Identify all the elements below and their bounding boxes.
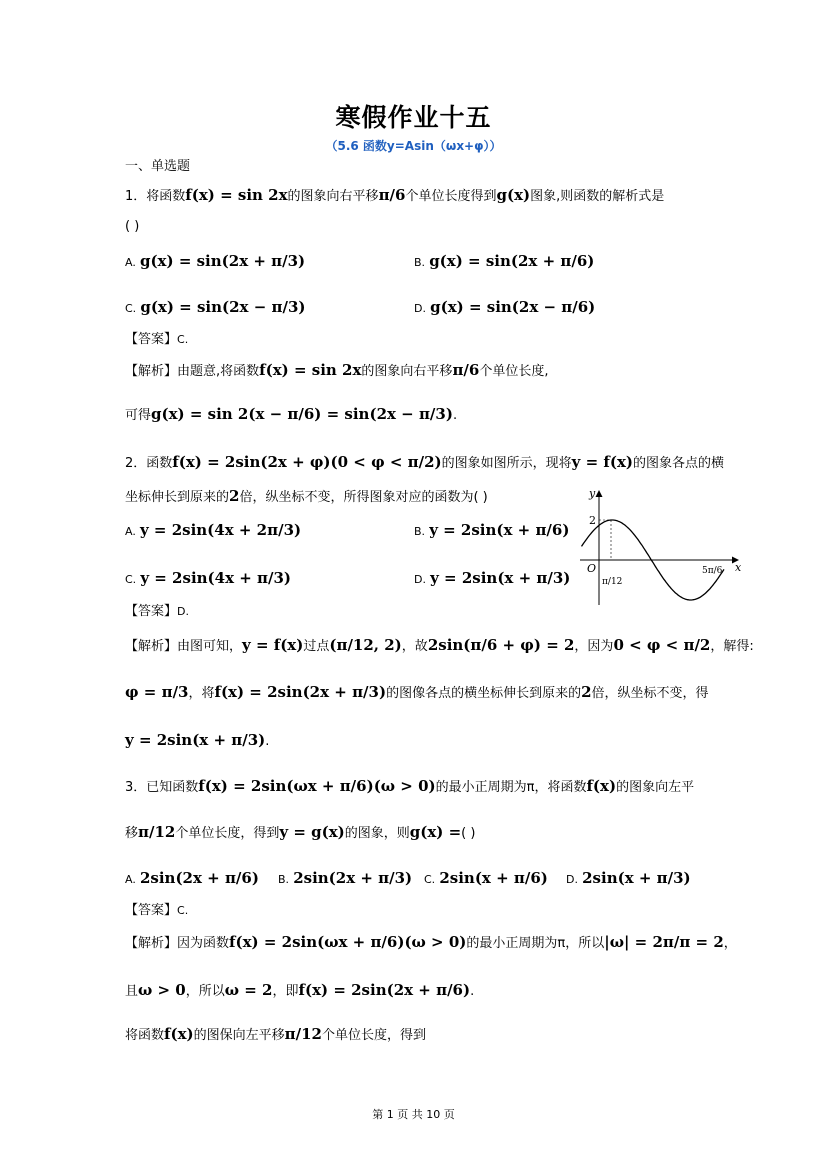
q1-option-c[interactable]: [125, 298, 306, 318]
stem-text: 2．函数: [125, 456, 173, 471]
option-expr: 2sin(2x + π/3): [293, 869, 413, 887]
q3-analysis-line1: [125, 933, 737, 953]
analysis-math: ω > 0: [138, 981, 186, 999]
answer-value: C.: [177, 333, 189, 346]
option-label: A.: [125, 873, 136, 886]
q2-function: f(x) = 2sin(2x + φ)(0 < φ < π/2): [172, 453, 442, 471]
analysis-label: 【解析】: [125, 364, 178, 379]
analysis-math: f(x) = sin 2x: [259, 361, 362, 379]
answer-value: D.: [177, 605, 189, 618]
q2-answer: [125, 603, 189, 621]
page-title: 寒假作业十五: [335, 103, 492, 132]
analysis-text: ，因为: [574, 639, 614, 654]
stem-text: ( ): [461, 826, 476, 841]
stem-text: 3．已知函数: [125, 780, 199, 795]
option-expr: g(x) = sin(2x + π/3): [139, 252, 306, 270]
stem-math: 2: [229, 487, 240, 505]
option-label: C.: [125, 302, 137, 315]
y-tick-label: 2: [589, 514, 596, 527]
stem-math: y = g(x): [279, 823, 345, 841]
analysis-text: .: [470, 984, 475, 999]
analysis-text: 因为函数: [177, 936, 230, 951]
stem-text: ，将函数: [534, 780, 587, 795]
analysis-text: 过点: [303, 639, 330, 654]
analysis-math: π/12: [284, 1025, 322, 1043]
analysis-math: f(x) = 2sin(2x + π/3): [214, 683, 387, 701]
option-label: B.: [414, 256, 426, 269]
q3-stem-line2: [125, 823, 475, 843]
q1-shift: π/6: [378, 186, 406, 204]
origin-label: O: [587, 562, 597, 575]
answer-value: C.: [177, 904, 189, 917]
analysis-math: y = f(x): [242, 636, 304, 654]
page-footer: 第 1 页 共 10 页: [372, 1108, 455, 1121]
x-tick-5pi-6: 5π/6: [702, 566, 723, 576]
option-expr: g(x) = sin(2x − π/3): [140, 298, 306, 316]
stem-text: 个单位长度，得到: [175, 826, 280, 841]
q1-stem: [125, 186, 664, 206]
answer-label: 【答案】: [125, 604, 178, 619]
option-label: A.: [125, 256, 136, 269]
q3-option-b[interactable]: [278, 869, 412, 889]
analysis-label: 【解析】: [125, 936, 178, 951]
q3-answer: [125, 902, 188, 920]
x-axis-label: x: [735, 561, 742, 574]
q3-option-c[interactable]: [424, 869, 548, 889]
q2-stem-line2: [125, 487, 488, 507]
q1-option-b[interactable]: [414, 252, 594, 272]
analysis-text: ，所以: [185, 984, 225, 999]
stem-math: π: [526, 780, 535, 795]
q2-option-b[interactable]: [414, 521, 569, 541]
analysis-label: 【解析】: [125, 639, 178, 654]
analysis-math: |ω| = 2π/π = 2: [604, 933, 724, 951]
q1-g: g(x): [496, 186, 531, 204]
option-label: D.: [414, 573, 426, 586]
q2-stem: [125, 453, 724, 473]
q1-analysis: [125, 361, 548, 381]
analysis-text: 的图象向右平移: [361, 364, 453, 379]
analysis-text: 将函数: [125, 1028, 165, 1043]
analysis-text: .: [265, 734, 270, 749]
option-label: B.: [414, 525, 426, 538]
q3-option-d[interactable]: [566, 869, 691, 889]
analysis-text: 的图保向左平移: [193, 1028, 285, 1043]
analysis-math: y = 2sin(x + π/3): [125, 731, 266, 749]
option-expr: y = 2sin(x + π/3): [430, 569, 571, 587]
analysis-text: ，将: [188, 686, 215, 701]
answer-label: 【答案】: [125, 332, 178, 347]
analysis-math: ω = 2: [224, 981, 273, 999]
analysis-text: 个单位长度，得到: [321, 1028, 426, 1043]
q2-option-a[interactable]: [125, 521, 301, 541]
analysis-text: 由题意,将函数: [177, 364, 260, 379]
option-expr: y = 2sin(4x + 2π/3): [139, 521, 302, 539]
option-label: C.: [125, 573, 137, 586]
analysis-math: π: [557, 936, 566, 951]
stem-math: y = f(x): [571, 453, 633, 471]
stem-text: 坐标伸长到原来的: [125, 490, 230, 505]
stem-text: 倍，纵坐标不变，所得图象对应的函数为( ): [239, 490, 488, 505]
q1-function: f(x) = sin 2x: [185, 186, 288, 204]
option-expr: y = 2sin(4x + π/3): [140, 569, 292, 587]
x-tick-pi-12: π/12: [602, 577, 623, 587]
page-subtitle: （5.6 函数y=Asin（ωx+φ））: [325, 139, 502, 153]
q3-stem: [125, 777, 694, 797]
analysis-math: π/6: [452, 361, 480, 379]
section-heading: 一、单选题: [125, 159, 191, 174]
analysis-math: (π/12, 2): [329, 636, 402, 654]
q2-analysis-line1: [125, 636, 754, 656]
q1-option-d[interactable]: [414, 298, 595, 318]
stem-math: f(x): [586, 777, 617, 795]
analysis-text: 的图像各点的横坐标伸长到原来的: [386, 686, 582, 701]
q2-analysis-line3: [125, 731, 269, 751]
answer-label: 【答案】: [125, 903, 178, 918]
stem-text: 的图象如图所示，现将: [441, 456, 572, 471]
q3-analysis-line2: [125, 981, 474, 1001]
q2-sine-graph: [575, 487, 745, 609]
q3-option-a[interactable]: [125, 869, 259, 889]
q1-option-a[interactable]: [125, 252, 305, 272]
analysis-math: 2sin(π/6 + φ) = 2: [427, 636, 575, 654]
q2-option-c[interactable]: [125, 569, 291, 589]
analysis-math: 2: [581, 683, 592, 701]
analysis-text: 可得: [125, 408, 152, 423]
option-expr: g(x) = sin(2x + π/6): [429, 252, 595, 270]
analysis-text: 的最小正周期为: [466, 936, 558, 951]
q2-option-d[interactable]: [414, 569, 570, 589]
stem-math: g(x) =: [409, 823, 462, 841]
q1-stem-b: 的图象向右平移: [287, 189, 379, 204]
analysis-text: ，即: [272, 984, 299, 999]
analysis-math: φ = π/3: [125, 683, 189, 701]
analysis-math: f(x) = 2sin(2x + π/6): [298, 981, 471, 999]
analysis-text: ，解得:: [710, 639, 754, 654]
analysis-text: 个单位长度,: [479, 364, 549, 379]
option-expr: y = 2sin(x + π/6): [429, 521, 570, 539]
analysis-text: 且: [125, 984, 139, 999]
option-label: C.: [424, 873, 436, 886]
stem-text: 的图象，则: [344, 826, 410, 841]
q1-stem-d: 图象,则函数的解析式是: [530, 189, 665, 204]
q1-stem-c: 个单位长度得到: [405, 189, 497, 204]
q1-stem-a: 1．将函数: [125, 189, 186, 204]
analysis-math: 0 < φ < π/2: [613, 636, 711, 654]
option-expr: 2sin(x + π/3): [582, 869, 691, 887]
q3-analysis-line3: [125, 1025, 426, 1045]
option-expr: g(x) = sin(2x − π/6): [430, 298, 596, 316]
analysis-text: ，所以: [565, 936, 605, 951]
stem-text: 移: [125, 826, 139, 841]
analysis-math: g(x) = sin 2(x − π/6) = sin(2x − π/3): [151, 405, 453, 423]
analysis-math: f(x): [164, 1025, 194, 1043]
q1-paren: ( ): [125, 219, 140, 234]
option-label: D.: [414, 302, 426, 315]
stem-text: 的图象向左平: [616, 780, 695, 795]
option-label: A.: [125, 525, 136, 538]
stem-text: 的图象各点的横: [633, 456, 725, 471]
option-expr: 2sin(x + π/6): [439, 869, 548, 887]
q3-function: f(x) = 2sin(ωx + π/6)(ω > 0): [198, 777, 436, 795]
analysis-text: ，: [723, 936, 737, 951]
option-expr: 2sin(2x + π/6): [139, 869, 259, 887]
option-label: D.: [566, 873, 578, 886]
q1-result: [125, 405, 457, 425]
analysis-text: ，故: [401, 639, 428, 654]
analysis-math: f(x) = 2sin(ωx + π/6)(ω > 0): [229, 933, 467, 951]
stem-math: π/12: [138, 823, 176, 841]
analysis-text: 倍，纵坐标不变，得: [591, 686, 709, 701]
analysis-text: .: [452, 408, 458, 423]
option-label: B.: [278, 873, 290, 886]
y-axis-label: y: [589, 487, 596, 500]
analysis-text: 由图可知，: [177, 639, 243, 654]
q2-analysis-line2: [125, 683, 709, 703]
stem-text: 的最小正周期为: [435, 780, 527, 795]
q1-answer: [125, 331, 188, 349]
